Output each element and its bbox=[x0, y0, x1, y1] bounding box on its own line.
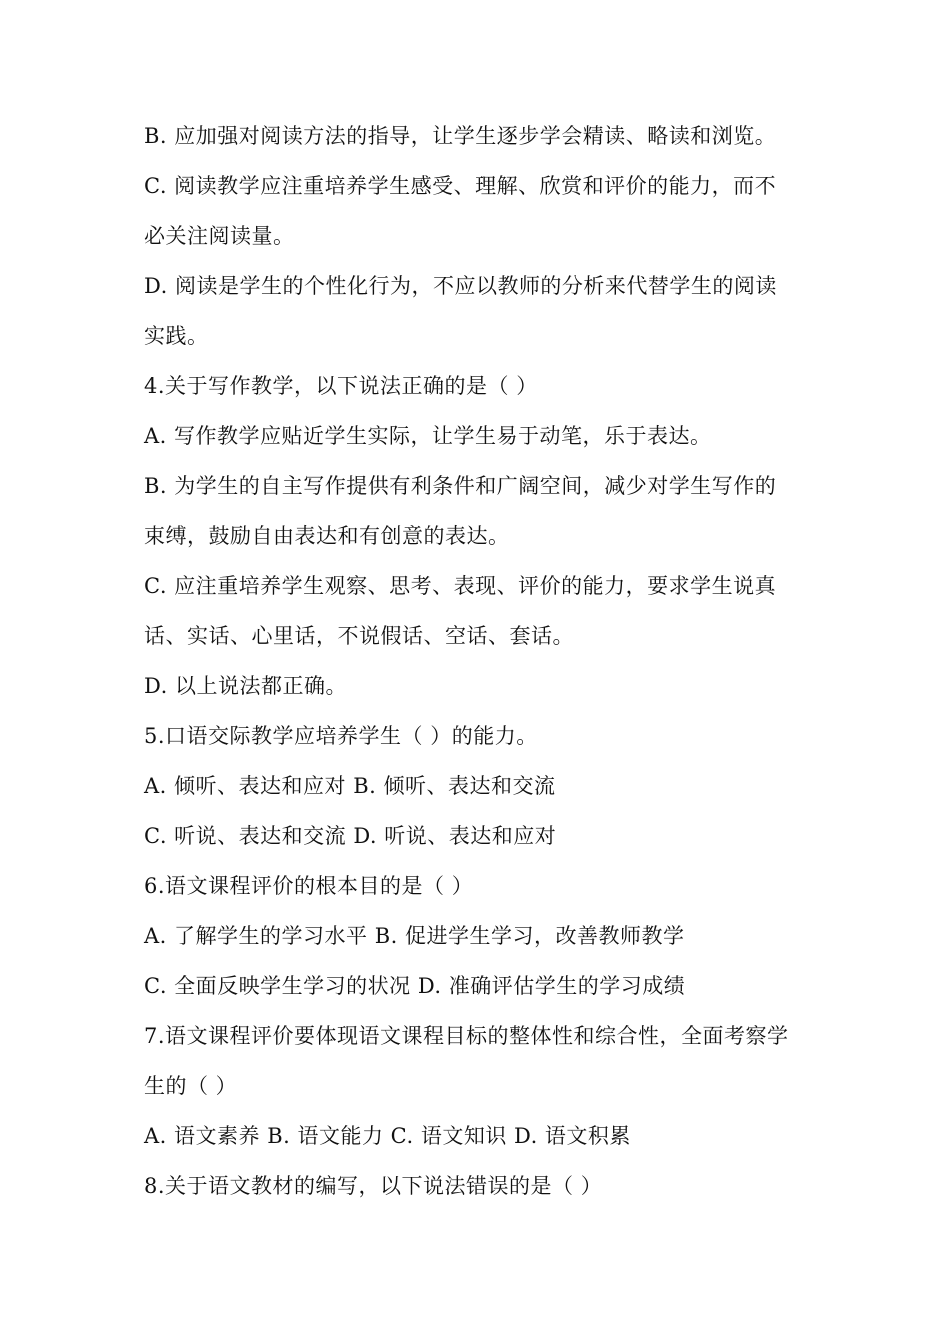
text-line-q5-options-ab: A. 倾听、表达和应对 B. 倾听、表达和交流 bbox=[144, 774, 556, 798]
text-line-q4-option-b-cont: 束缚，鼓励自由表达和有创意的表达。 bbox=[144, 524, 510, 548]
text-line-q4-option-a: A. 写作教学应贴近学生实际，让学生易于动笔，乐于表达。 bbox=[144, 424, 712, 448]
document-body bbox=[144, 111, 814, 1211]
text-line-q4-option-b: B. 为学生的自主写作提供有利条件和广阔空间，减少对学生写作的 bbox=[144, 474, 777, 498]
text-line-q3-option-d: D. 阅读是学生的个性化行为，不应以教师的分析来代替学生的阅读 bbox=[144, 274, 777, 298]
text-line-q4-option-c-cont: 话、实话、心里话，不说假话、空话、套话。 bbox=[144, 624, 574, 648]
text-line-q6-options-ab: A. 了解学生的学习水平 B. 促进学生学习，改善教师教学 bbox=[144, 924, 685, 948]
text-line-q4-option-d: D. 以上说法都正确。 bbox=[144, 674, 347, 698]
text-line-q5-options-cd: C. 听说、表达和交流 D. 听说、表达和应对 bbox=[144, 824, 557, 848]
question-7-text: 7.语文课程评价要体现语文课程目标的整体性和综合性，全面考察学 bbox=[144, 1024, 789, 1048]
text-line-q4-option-c: C. 应注重培养学生观察、思考、表现、评价的能力，要求学生说真 bbox=[144, 574, 777, 598]
text-line-q3-option-c: C. 阅读教学应注重培养学生感受、理解、欣赏和评价的能力，而不 bbox=[144, 174, 777, 198]
text-line-q6-options-cd: C. 全面反映学生学习的状况 D. 准确评估学生的学习成绩 bbox=[144, 974, 686, 998]
text-line-q3-option-d-cont: 实践。 bbox=[144, 324, 209, 348]
text-line-q3-option-c-cont: 必关注阅读量。 bbox=[144, 224, 295, 248]
question-7-text-cont: 生的（ ） bbox=[144, 1074, 238, 1098]
question-8-text: 8.关于语文教材的编写，以下说法错误的是（ ） bbox=[144, 1174, 603, 1198]
question-5-text: 5.口语交际教学应培养学生（ ）的能力。 bbox=[144, 724, 538, 748]
question-6-text: 6.语文课程评价的根本目的是（ ） bbox=[144, 874, 474, 898]
text-line-q7-options: A. 语文素养 B. 语文能力 C. 语文知识 D. 语文积累 bbox=[144, 1124, 631, 1148]
text-line-q3-option-b: B. 应加强对阅读方法的指导，让学生逐步学会精读、略读和浏览。 bbox=[144, 124, 777, 148]
question-4-text: 4.关于写作教学，以下说法正确的是（ ） bbox=[144, 374, 538, 398]
